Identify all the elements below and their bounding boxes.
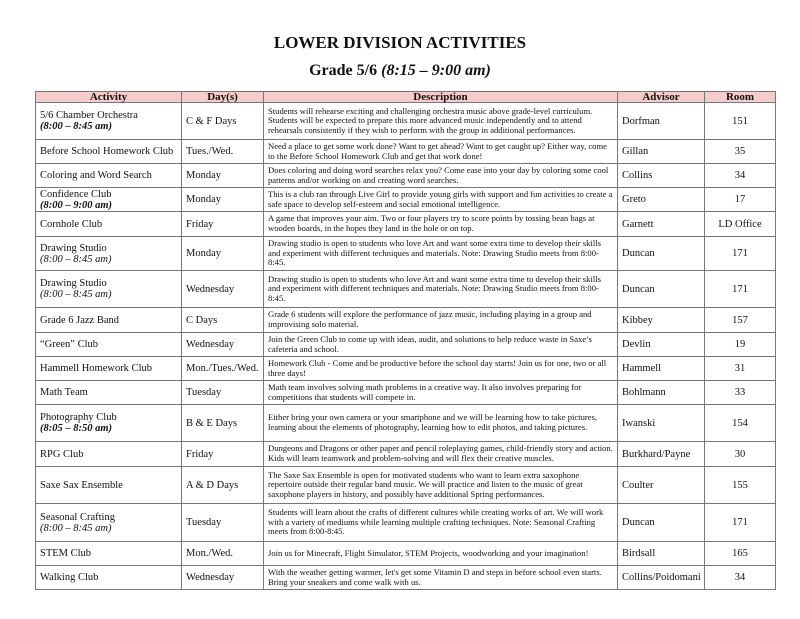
description-cell: Need a place to get some work done? Want to get ahead? Want to get caught up? Either way, come to the Before School Homework Club and get that work done! (264, 140, 618, 164)
table-row (36, 566, 776, 590)
table-row (36, 467, 776, 504)
room-cell: 30 (705, 442, 776, 467)
activity-time: (8:00 – 8:45 am) (40, 121, 113, 132)
grade-label: Grade 5/6 (309, 62, 382, 79)
description-cell: Dungeons and Dragons or other paper and pencil roleplaying games, child-friendly story and action. Kids will learn teamwork and problem-solving and will flex their creative muscles. (264, 442, 618, 467)
description-cell: Either bring your own camera or your smartphone and we will be learning how to take pictures, learning about the elements of photography, learning how to edit photos, and taking pictures. (264, 405, 618, 442)
advisor-cell: Devlin (618, 333, 705, 357)
advisor-cell: Duncan (618, 271, 705, 308)
activity-name: 5/6 Chamber Orchestra (40, 110, 138, 121)
activity-cell (36, 237, 182, 271)
advisor-cell: Collins (618, 164, 705, 188)
header-room: Room (705, 92, 776, 103)
description-cell: Join us for Minecraft, Flight Simulator, STEM Projects, woodworking and your imagination! (264, 542, 618, 566)
activity-name: Drawing Studio (40, 278, 107, 289)
activities-table (35, 91, 776, 590)
activity-cell (36, 188, 182, 212)
table-row (36, 140, 776, 164)
header-activity: Activity (36, 92, 182, 103)
room-cell: 154 (705, 405, 776, 442)
advisor-cell: Collins/Poidomani (618, 566, 705, 590)
advisor-cell: Birdsall (618, 542, 705, 566)
description-cell: Join the Green Club to come up with ideas, audit, and solutions to help reduce waste in Saxe’s cafeteria and school. (264, 333, 618, 357)
activity-cell (36, 405, 182, 442)
header-advisor: Advisor (618, 92, 705, 103)
room-cell: 17 (705, 188, 776, 212)
activity-name: Saxe Sax Ensemble (40, 479, 123, 491)
days-cell: Tuesday (182, 381, 264, 405)
table-row (36, 164, 776, 188)
activity-name: Before School Homework Club (40, 146, 174, 157)
days-cell: C & F Days (182, 103, 264, 140)
description-cell: Homework Club - Come and be productive before the school day starts! Join us for one, two or all three days! (264, 357, 618, 381)
table-row (36, 381, 776, 405)
table-row (36, 405, 776, 442)
activity-time: (8:00 – 8:45 am) (40, 253, 112, 265)
room-cell: LD Office (705, 212, 776, 237)
activity-cell (36, 467, 182, 504)
activity-name: Hammell Homework Club (40, 363, 152, 374)
activity-time: (8:00 – 9:00 am) (40, 199, 113, 211)
activity-cell (36, 308, 182, 333)
days-cell: Tuesday (182, 504, 264, 542)
activity-cell (36, 566, 182, 590)
description-cell: With the weather getting warmer, let's get some Vitamin D and steps in before school even starts. Bring your sneakers and come walk with us. (264, 566, 618, 590)
table-row (36, 504, 776, 542)
description-cell: Grade 6 students will explore the performance of jazz music, including playing in a group and improvising solo material. (264, 308, 618, 333)
days-cell: Wednesday (182, 566, 264, 590)
activity-time: (8:00 – 8:45 am) (40, 522, 112, 534)
activity-cell (36, 504, 182, 542)
days-cell: Monday (182, 164, 264, 188)
activity-name: RPG Club (40, 448, 84, 460)
days-cell: Friday (182, 442, 264, 467)
advisor-cell: Dorfman (618, 103, 705, 140)
advisor-cell: Duncan (618, 504, 705, 542)
description-cell: The Saxe Sax Ensemble is open for motivated students who want to learn extra saxophone repertoire outside their regular band music. We will practice and listen to the music of great saxophone players in history, and possibly have additional Spring performances. (264, 467, 618, 504)
description-cell: Drawing studio is open to students who love Art and want some extra time to develop their skills and experiment with different techniques and materials. Note: Drawing Studio meets from 8:00-8:45. (264, 237, 618, 271)
activity-cell (36, 103, 182, 140)
description-cell: Students will learn about the crafts of different cultures while creating works of art. We will work with a variety of mediums while learning multiple crafting techniques. Note: Seasonal Crafting meets from 8:00-8:45. (264, 504, 618, 542)
room-cell: 155 (705, 467, 776, 504)
room-cell: 157 (705, 308, 776, 333)
table-row (36, 333, 776, 357)
days-cell: A & D Days (182, 467, 264, 504)
advisor-cell: Hammell (618, 357, 705, 381)
table-row (36, 103, 776, 140)
activity-name: Cornhole Club (40, 218, 103, 230)
activity-name: “Green” Club (40, 339, 99, 350)
advisor-cell: Burkhard/Payne (618, 442, 705, 467)
days-cell: Wednesday (182, 271, 264, 308)
grade-time: (8:15 – 9:00 am) (381, 62, 491, 79)
room-cell: 165 (705, 542, 776, 566)
table-row (36, 188, 776, 212)
page-subtitle (0, 62, 800, 80)
activity-cell (36, 357, 182, 381)
description-cell: Does coloring and doing word searches relax you? Come ease into your day by coloring some cool patterns and/or working on and creating word searches. (264, 164, 618, 188)
activity-name: Grade 6 Jazz Band (40, 314, 120, 326)
days-cell: Wednesday (182, 333, 264, 357)
room-cell: 34 (705, 164, 776, 188)
description-cell: Drawing studio is open to students who love Art and want some extra time to develop their skills and experiment with different techniques and materials. Note: Drawing Studio meets from 8:00-8:45. (264, 271, 618, 308)
days-cell: Tues./Wed. (182, 140, 264, 164)
days-cell: Mon./Tues./Wed. (182, 357, 264, 381)
room-cell: 171 (705, 504, 776, 542)
table-row (36, 271, 776, 308)
description-cell: Math team involves solving math problems in a creative way. It also involves preparing for competitions that students will compete in. (264, 381, 618, 405)
days-cell: C Days (182, 308, 264, 333)
description-cell: This is a club ran through Live Girl to provide young girls with support and fun activities to create a safe space to develop self-esteem and social emotional intelligence. (264, 188, 618, 212)
activity-name: Math Team (40, 387, 88, 398)
advisor-cell: Kibbey (618, 308, 705, 333)
table-header-row (36, 92, 776, 103)
description-cell: A game that improves your aim. Two or four players try to score points by tossing bean bags at wooden boards, in the hopes they land in the hole or on top. (264, 212, 618, 237)
room-cell: 31 (705, 357, 776, 381)
room-cell: 171 (705, 271, 776, 308)
page-title: LOWER DIVISION ACTIVITIES (273, 33, 527, 52)
description-cell: Students will rehearse exciting and challenging orchestra music above grade-level curriculum. Students will be expected to prepare this more advanced music independently and to attend rehearsals consistently if they wish to perform with the group in additional performances. (264, 103, 618, 140)
advisor-cell: Iwanski (618, 405, 705, 442)
room-cell: 151 (705, 103, 776, 140)
advisor-cell: Coulter (618, 467, 705, 504)
table-row (36, 212, 776, 237)
days-cell: Monday (182, 188, 264, 212)
activity-cell (36, 140, 182, 164)
days-cell: Mon./Wed. (182, 542, 264, 566)
activity-name: Walking Club (40, 572, 99, 583)
activity-cell (36, 333, 182, 357)
activity-time: (8:05 – 8:50 am) (40, 423, 113, 434)
advisor-cell: Garnett (618, 212, 705, 237)
activity-name: Photography Club (40, 412, 117, 423)
room-cell: 19 (705, 333, 776, 357)
table-row (36, 308, 776, 333)
header-description: Description (264, 92, 618, 103)
days-cell: B & E Days (182, 405, 264, 442)
room-cell: 35 (705, 140, 776, 164)
table-row (36, 237, 776, 271)
advisor-cell: Bohlmann (618, 381, 705, 405)
table-row (36, 442, 776, 467)
table-row (36, 542, 776, 566)
room-cell: 171 (705, 237, 776, 271)
activity-cell (36, 381, 182, 405)
activity-cell (36, 164, 182, 188)
room-cell: 33 (705, 381, 776, 405)
activity-cell (36, 542, 182, 566)
advisor-cell: Greto (618, 188, 705, 212)
activity-name: STEM Club (40, 548, 92, 559)
days-cell: Friday (182, 212, 264, 237)
table-row (36, 357, 776, 381)
activity-name: Seasonal Crafting (40, 511, 115, 523)
advisor-cell: Gillan (618, 140, 705, 164)
activity-name: Coloring and Word Search (40, 170, 152, 181)
activity-cell (36, 442, 182, 467)
room-cell: 34 (705, 566, 776, 590)
activity-name: Drawing Studio (40, 242, 107, 254)
activity-time: (8:00 – 8:45 am) (40, 289, 112, 300)
header-days: Day(s) (182, 92, 264, 103)
activity-name: Confidence Club (40, 188, 112, 200)
activity-cell (36, 271, 182, 308)
activity-cell (36, 212, 182, 237)
advisor-cell: Duncan (618, 237, 705, 271)
days-cell: Monday (182, 237, 264, 271)
